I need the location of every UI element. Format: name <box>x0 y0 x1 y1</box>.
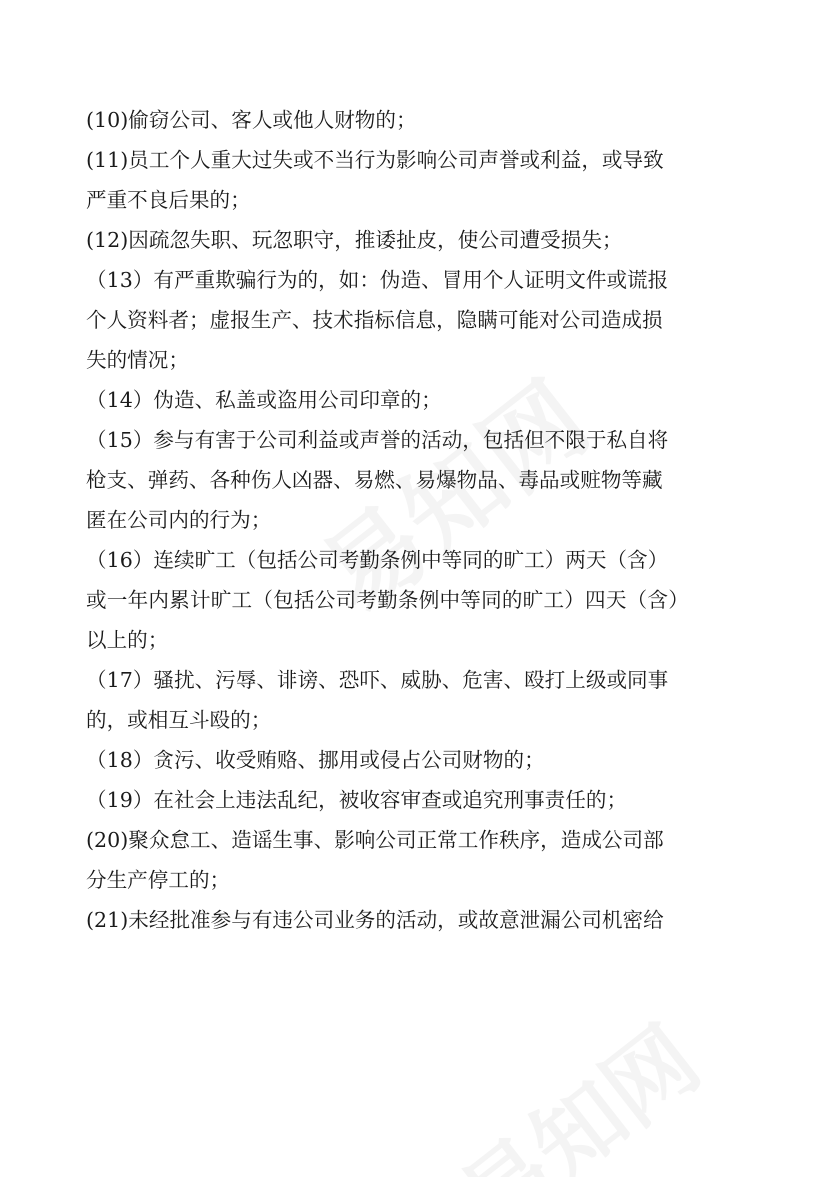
clause-20-end: 分生产停工的； <box>86 868 231 892</box>
clause-17-end: 的，或相互斗殴的； <box>86 708 272 732</box>
clause-16: （16）连续旷工（包括公司考勤条例中等同的旷工）两天（含） <box>86 548 669 572</box>
clause-15-continued: 枪支、弹药、各种伤人凶器、易燃、易爆物品、毒品或赃物等藏 <box>86 468 663 492</box>
clause-10: (10)偷窃公司、客人或他人财物的； <box>86 108 417 132</box>
clause-18: （18）贪污、收受贿赂、挪用或侵占公司财物的； <box>86 748 545 772</box>
clause-13-end: 失的情况； <box>86 348 189 372</box>
document-body <box>86 100 750 940</box>
clause-14: （14）伪造、私盖或盗用公司印章的； <box>86 388 442 412</box>
clause-20: (20)聚众怠工、造谣生事、影响公司正常工作秩序，造成公司部 <box>86 828 664 852</box>
clause-21: (21)未经批准参与有违公司业务的活动，或故意泄漏公司机密给 <box>86 908 664 932</box>
clause-15: （15）参与有害于公司利益或声誉的活动，包括但不限于私自将 <box>86 428 669 452</box>
clause-12: (12)因疏忽失职、玩忽职守，推诿扯皮，使公司遭受损失； <box>86 228 623 252</box>
clause-16-continued: 或一年内累计旷工（包括公司考勤条例中等同的旷工）四天（含） <box>86 588 690 612</box>
clause-13-continued: 个人资料者；虚报生产、技术指标信息，隐瞒可能对公司造成损 <box>86 308 663 332</box>
watermark-bottom <box>429 991 722 1177</box>
clause-15-end: 匿在公司内的行为； <box>86 508 272 532</box>
clause-11: (11)员工个人重大过失或不当行为影响公司声誉或利益，或导致 <box>86 148 664 172</box>
clause-17: （17）骚扰、污辱、诽谤、恐吓、威胁、危害、殴打上级或同事 <box>86 668 669 692</box>
clause-13: （13）有严重欺骗行为的，如：伪造、冒用个人证明文件或谎报 <box>86 268 669 292</box>
clause-19: （19）在社会上违法乱纪，被收容审查或追究刑事责任的； <box>86 788 628 812</box>
clause-16-end: 以上的； <box>86 628 169 652</box>
clause-11-continued: 严重不良后果的； <box>86 188 251 212</box>
